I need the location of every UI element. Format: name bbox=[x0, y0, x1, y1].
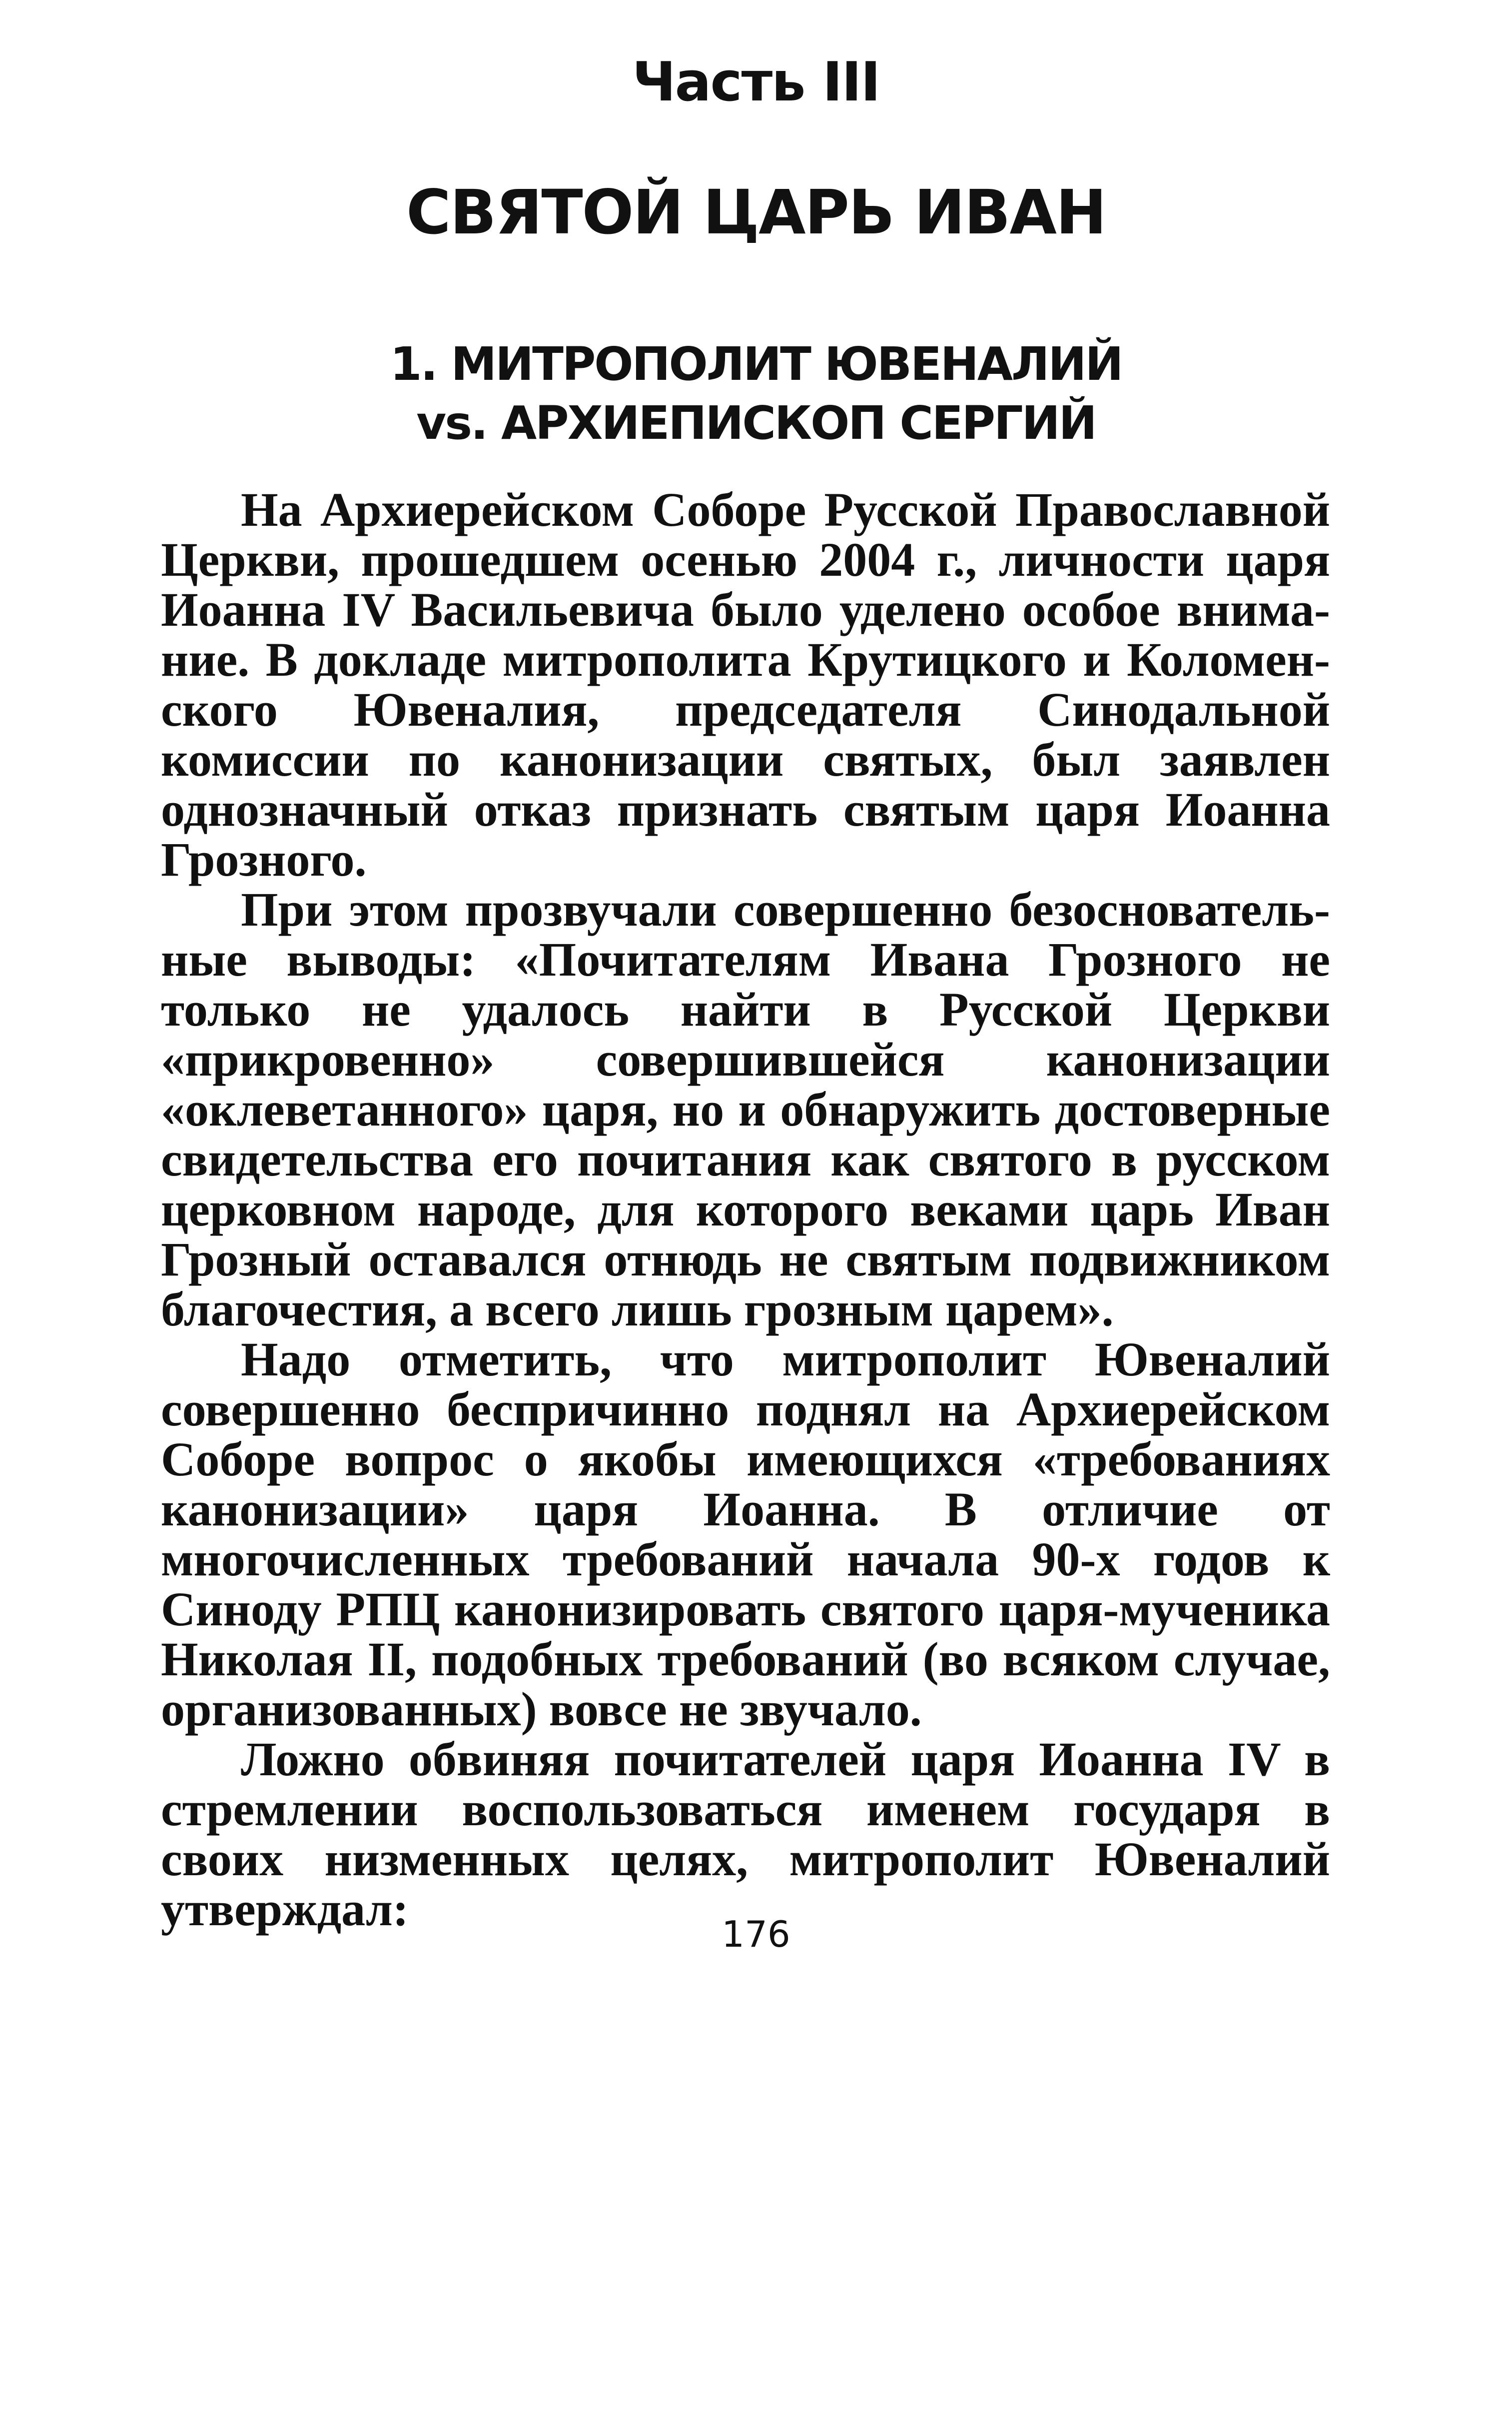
body-text bbox=[161, 485, 1330, 1934]
section-heading-line-2: vs. АРХИЕПИСКОП СЕРГИЙ bbox=[416, 396, 1096, 450]
page-number: 176 bbox=[722, 1913, 790, 1955]
section-heading bbox=[0, 335, 1512, 453]
part-title: СВЯТОЙ ЦАРЬ ИВАН bbox=[406, 177, 1106, 248]
paragraph-4: Ложно обвиняя почитателей царя Иоанна IV в стремлении воспользоваться именем государя в своих низменных целях, митрополит Ювеналий утверждал: bbox=[161, 1732, 1330, 1936]
paragraph-3: Надо отметить, что митрополит Ювеналий совершенно беспричинно поднял на Архиерейском Соборе вопрос о якобы имеющихся «требованиях канонизации» царя Иоанна. В отличие от многочисленных требований начала 90-х годов к Синоду РПЦ канонизировать святого царя-мученика Николая II, подобных требований (во всяком случае, организованных) вовсе не звучало. bbox=[161, 1332, 1330, 1736]
section-heading-line-1: 1. МИТРОПОЛИТ ЮВЕНАЛИЙ bbox=[390, 337, 1122, 391]
part-label: Часть III bbox=[632, 51, 880, 113]
paragraph-2: При этом прозвучали совершенно безосновательные выводы: «Почитателям Ивана Грозного не только не удалось найти в Русской Церкви «прикровенно» совершившейся канонизации «оклеветанного» царя, но и обнаружить достоверные свидетельства его почитания как святого в русском церковном народе, для которого веками царь Иван Грозный оставался отнюдь не святым подвижником благочестия, а всего лишь грозным царем». bbox=[161, 883, 1330, 1336]
paragraph-1: На Архиерейском Соборе Русской Православной Церкви, прошедшем осенью 2004 г., личности царя Иоанна IV Васильевича было уделено особое внимание. В докладе митрополита Крутицкого и Коломенского Ювеналия, председателя Синодальной комиссии по канонизации святых, был заявлен однозначный отказ признать святым царя Иоанна Грозного. bbox=[161, 483, 1330, 886]
